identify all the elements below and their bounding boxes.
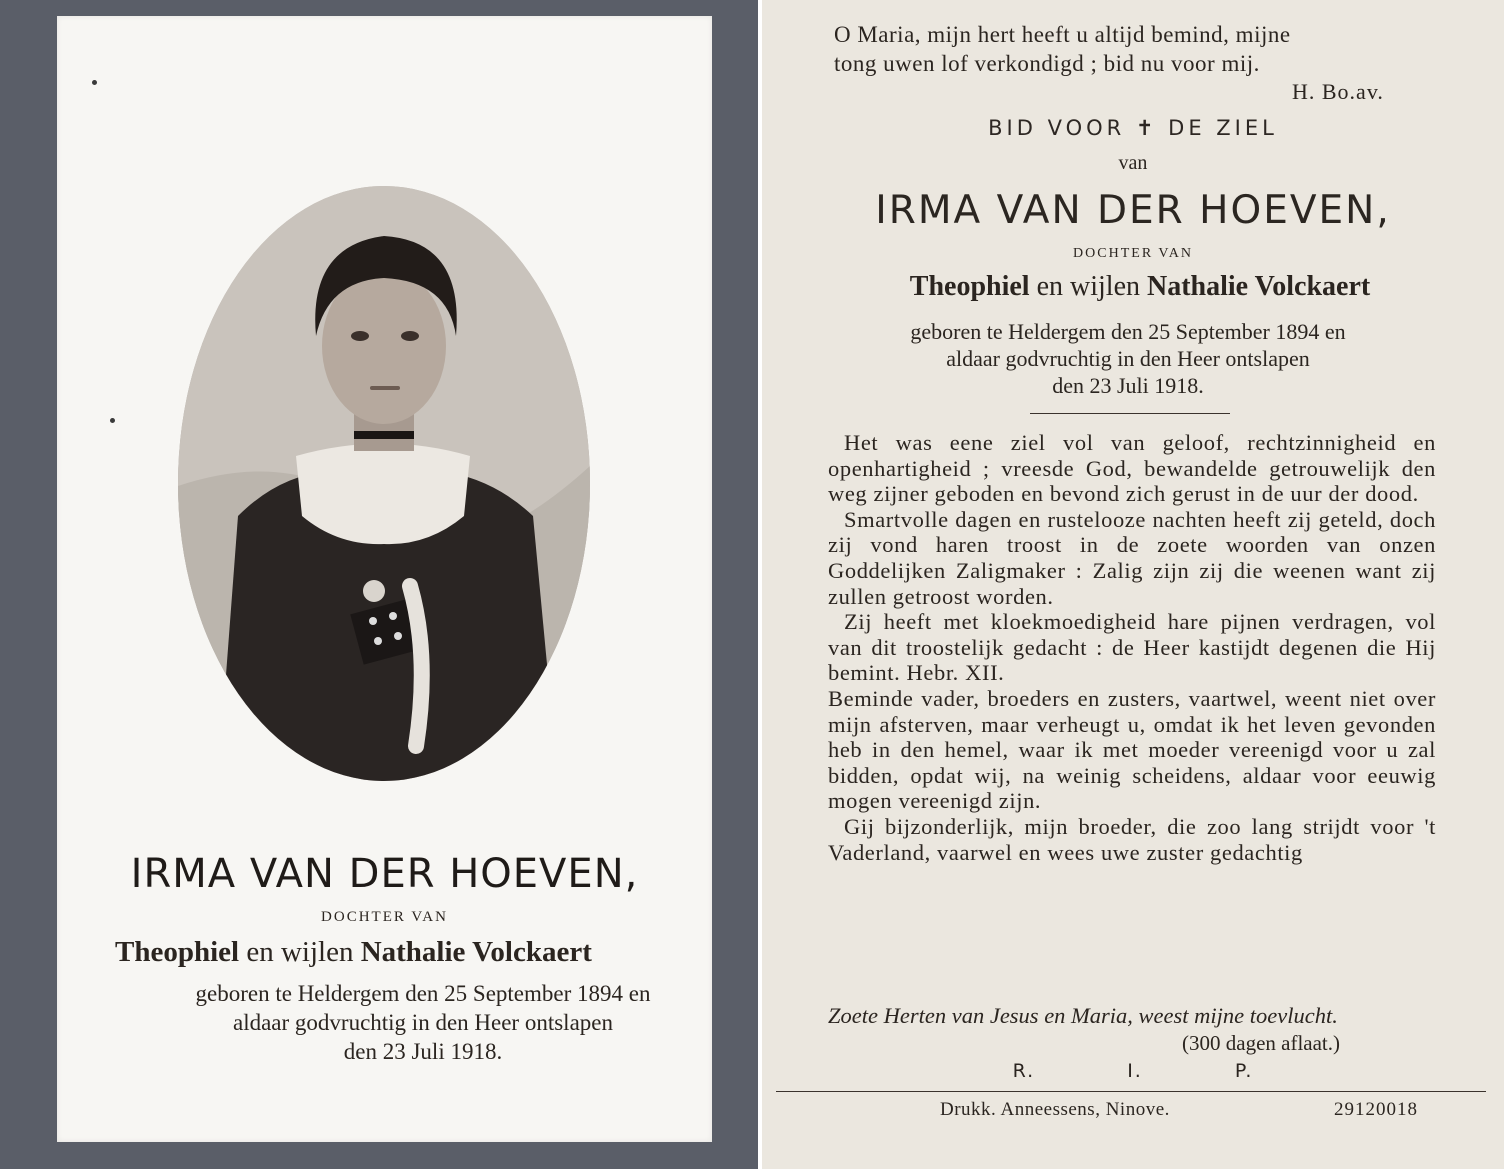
divider — [1030, 413, 1230, 414]
eulogy-paragraph-5: Gij bijzonderlijk, mijn broeder, die zoo lang strijdt voor 't Vaderland, vaarwel en wees uwe zuster gedachtig — [828, 813, 1436, 865]
van-label: van — [1118, 152, 1148, 174]
deceased-name: IRMA VAN DER HOEVEN, — [130, 851, 639, 897]
closing-prayer: Zoete Herten van Jesus en Maria, weest mijne toevlucht. — [828, 1003, 1338, 1028]
born-line-1: geboren te Heldergem den 25 September 1894 en — [195, 981, 651, 1006]
born-line-3: den 23 Juli 1918. — [1052, 373, 1204, 398]
indulgence-note: (300 dagen aflaat.) — [1182, 1031, 1341, 1055]
parents-line — [800, 271, 1480, 303]
pray-for-heading: BID VOOR ✝ DE ZIEL — [988, 116, 1278, 140]
memorial-card-back — [762, 0, 1504, 1169]
rip-r: R. — [1012, 1060, 1036, 1082]
parents-join: en wijlen — [239, 936, 361, 968]
parents-join: en wijlen — [1029, 271, 1147, 302]
quote-line-2: tong uwen lof verkondigd ; bid nu voor mij. — [834, 51, 1260, 76]
father-name: Theophiel — [909, 271, 1030, 302]
card-front-panel — [57, 16, 712, 1142]
rip-i: I. — [1127, 1060, 1143, 1082]
mother-name: Nathalie Volckaert — [1147, 271, 1371, 302]
quote-line-1: O Maria, mijn hert heeft u altijd bemind, mijne — [834, 22, 1291, 47]
eulogy-paragraph-4: Beminde vader, broeders en zusters, vaartwel, weent niet over mijn afsterven, maar verheugt u, omdat ik het leven gevonden heb in den hemel, waar ik met moeder vereenigd voor u zal bidden, opdat wij, na weinig scheidens, aldaar voor eeuwig mogen vereenigd zijn. — [828, 685, 1436, 814]
prayer-quote — [834, 20, 1454, 78]
eulogy-paragraph-1: Het was eene ziel vol van geloof, rechtzinnigheid en openhartigheid ; vreesde God, bewandelde getrouwelijk den weg zijner geboden en bevond zich gerust in de uur der dood. — [828, 430, 1436, 507]
portrait-photo — [178, 186, 590, 781]
mother-name: Nathalie Volckaert — [360, 936, 592, 968]
deceased-name: IRMA VAN DER HOEVEN, — [875, 188, 1391, 233]
born-line-2: aldaar godvruchtig in den Heer ontslapen — [232, 1010, 613, 1035]
quote-source: H. Bo.av. — [1292, 79, 1384, 104]
birth-death-text — [123, 979, 723, 1066]
print-code: 29120018 — [1334, 1099, 1418, 1120]
portrait-illustration — [178, 186, 590, 781]
father-name: Theophiel — [115, 936, 240, 968]
daughter-of-label: DOCHTER VAN — [321, 909, 448, 925]
eulogy-text — [828, 430, 1436, 865]
rip-line — [762, 1060, 1504, 1082]
parents-line — [115, 936, 712, 969]
eulogy-paragraph-2: Smartvolle dagen en rustelooze nachten heeft zij geteld, doch zij vond haren troost in de zoete woorden van onzen Goddelijken Zaligmaker : Zalig zijn zij die weenen want zij zullen getroost worden. — [828, 506, 1436, 609]
eulogy-paragraph-3: Zij heeft met kloekmoedigheid hare pijnen verdragen, vol van dit troostelijk gedacht : de Heer kastijdt degenen die Hij bemint. Hebr. XII. — [828, 609, 1436, 686]
born-line-1: geboren te Heldergem den 25 September 1894 en — [910, 319, 1346, 344]
print-speck — [92, 80, 97, 85]
born-line-3: den 23 Juli 1918. — [343, 1039, 503, 1064]
rip-p: P. — [1234, 1060, 1254, 1082]
bottom-divider — [776, 1091, 1486, 1092]
born-line-2: aldaar godvruchtig in den Heer ontslapen — [946, 346, 1310, 371]
printer-credit: Drukk. Anneessens, Ninove. — [940, 1099, 1170, 1120]
daughter-of-label: DOCHTER VAN — [1073, 246, 1193, 261]
birth-death-text — [808, 318, 1448, 399]
print-speck — [110, 418, 115, 423]
